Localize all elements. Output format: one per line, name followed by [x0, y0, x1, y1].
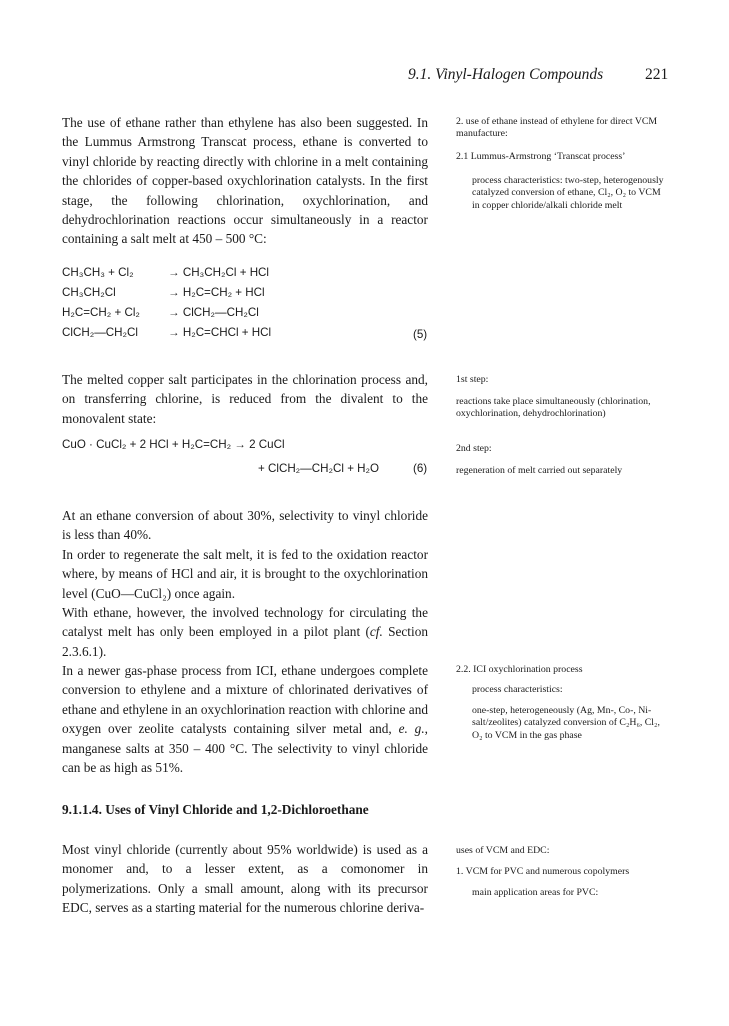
equation-number-6: (6)	[413, 462, 428, 475]
reaction-6-line-2: + ClCH₂—CH₂Cl + H₂O	[258, 462, 380, 475]
reaction-3-reactants: H₂C=CH₂ + Cl₂	[62, 306, 140, 319]
paragraph-uses: Most vinyl chloride (currently about 95% worldwide) is used as a monomer and, to a lesser extent, as a comonomer in polymerizations. Only a small amount, along with its precursor EDC, serves as a starting material for the numerous chlorine deriva-	[62, 842, 428, 916]
reaction-2-reactants: CH₃CH₂Cl	[62, 286, 116, 299]
margin-note-ethane-use: 2. use of ethane instead of ethylene for direct VCM manufacture:	[456, 116, 658, 140]
reaction-1-products: → CH₃CH₂Cl + HCl	[168, 266, 270, 279]
reaction-3-products: → ClCH₂—CH₂Cl	[168, 306, 259, 319]
paragraph-transcat-intro: The use of ethane rather than ethylene has also been suggested. In the Lummus Armstrong Transcat process, ethane is converted to vinyl chloride by reacting directly with chlorine in a melt containing the chlorides of copper-based oxychlorination catalysts. In the first stage, the following chlorination, oxychlorination, and dehydrochlorination reactions occur simultaneously in a reactor containing a salt melt at 450 – 500 °C:	[62, 115, 428, 247]
margin-note-first-step-detail: reactions take place simultaneously (chlorination, oxychlorination, dehydrochlorination)	[456, 396, 651, 420]
margin-note-transcat: 2.1 Lummus-Armstrong ‘Transcat process’	[456, 151, 626, 162]
margin-note-ici-characteristics: one-step, heterogeneously (Ag, Mn-, Co-, Ni-salt/zeolites) catalyzed conversion of C₂H₆, Cl₂, O₂ to VCM in the gas phase	[472, 705, 660, 741]
reaction-4-products: → H₂C=CHCl + HCl	[168, 326, 272, 339]
reaction-4-reactants: ClCH₂—CH₂Cl	[62, 326, 138, 339]
page-number: 221	[645, 66, 669, 83]
margin-note-first-step: 1st step:	[456, 374, 489, 385]
margin-note-second-step: 2nd step:	[456, 443, 492, 454]
section-heading: 9.1.1.4. Uses of Vinyl Chloride and 1,2-Dichloroethane	[62, 802, 369, 817]
margin-note-pvc-areas: main application areas for PVC:	[472, 887, 599, 898]
reaction-6-line-1: CuO · CuCl₂ + 2 HCl + H₂C=CH₂ → 2 CuCl	[62, 438, 285, 451]
page-header	[0, 66, 729, 86]
paragraph-copper-salt: The melted copper salt participates in the chlorination process and, on transferring chlorine, is reduced from the divalent to the monovalent state:	[62, 372, 428, 426]
paragraph-ici-process: In a newer gas-phase process from ICI, ethane undergoes complete conversion to ethylene and a mixture of chlorinated derivatives of ethane and ethylene in an oxychlorination reaction with chlorine and oxygen over zeolite catalysts containing silver metal and, e. g., manganese salts at 350 – 400 °C. The selectivity to vinyl chloride can be as high as 51%.	[62, 663, 428, 776]
paragraph-pilot-plant: With ethane, however, the involved technology for circulating the catalyst melt has only been employed in a pilot plant (cf. Section 2.3.6.1).	[62, 605, 428, 659]
reaction-1-reactants: CH₃CH₃ + Cl₂	[62, 266, 134, 279]
margin-note-transcat-characteristics: process characteristics: two-step, heterogenously catalyzed conversion of ethane, Cl₂, O₂ to VCM in copper chloride/alkali chloride melt	[472, 175, 664, 211]
paragraph-conversion: At an ethane conversion of about 30%, selectivity to vinyl chloride is less than 40%.	[62, 508, 428, 543]
margin-note-ici-characteristics-label: process characteristics:	[472, 684, 563, 695]
reaction-2-products: → H₂C=CH₂ + HCl	[168, 286, 265, 299]
equation-number-5: (5)	[413, 328, 428, 341]
margin-note-ici: 2.2. ICI oxychlorination process	[456, 664, 583, 675]
margin-note-uses: uses of VCM and EDC:	[456, 845, 550, 856]
running-title: 9.1. Vinyl-Halogen Compounds	[408, 66, 604, 83]
margin-note-vcm-pvc: 1. VCM for PVC and numerous copolymers	[456, 866, 630, 877]
paragraph-regeneration: In order to regenerate the salt melt, it is fed to the oxidation reactor where, by means of HCl and air, it is brought to the oxychlorination level (CuO—CuCl₂) once again.	[62, 547, 428, 601]
margin-note-second-step-detail: regeneration of melt carried out separately	[456, 465, 623, 476]
